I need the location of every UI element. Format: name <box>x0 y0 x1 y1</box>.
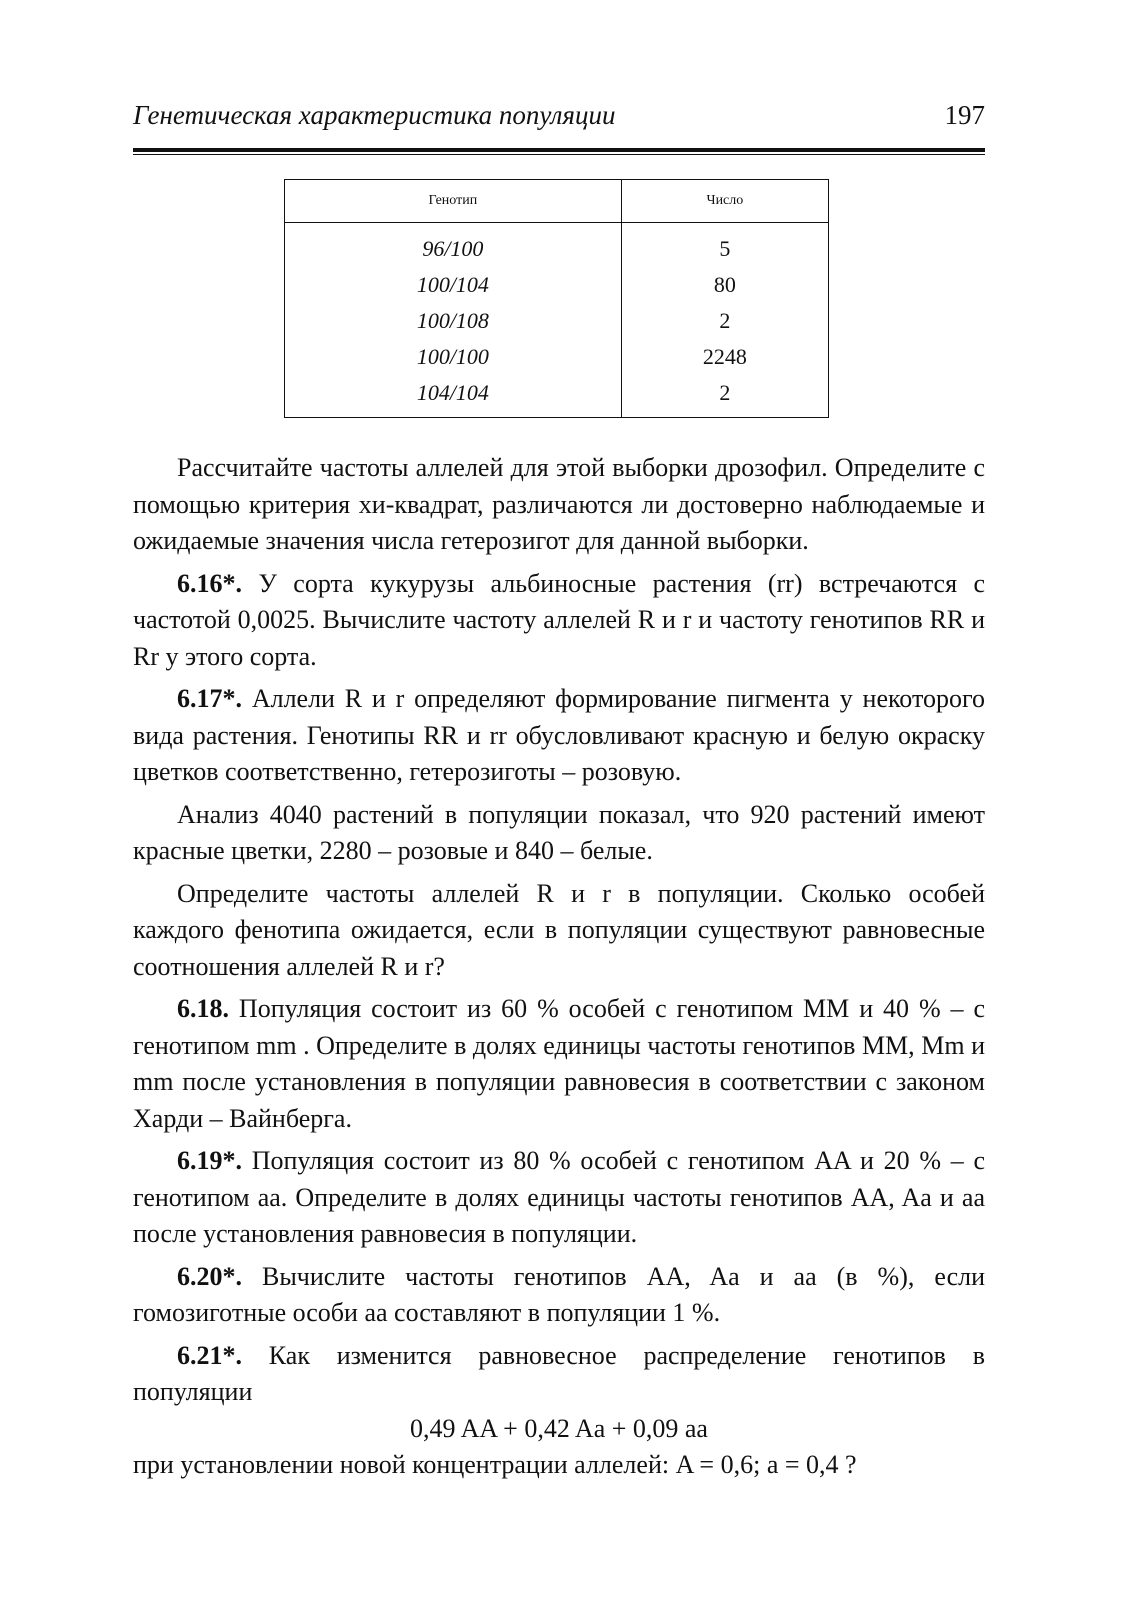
table-row <box>285 267 829 303</box>
table-row <box>285 223 829 268</box>
problem-number: 6.16*. <box>177 568 242 598</box>
page-number: 197 <box>944 100 985 130</box>
problem-text: Популяция состоит из 60 % особей с генотипом MM и 40 % – с генотипом mm . Определите в долях единицы частоты генотипов MM, Mm и mm после установления в популяции равновесия в соответствии с законом Харди – Вайнберга. <box>133 994 985 1133</box>
page-header <box>133 100 985 144</box>
column-header-genotype: Генотип <box>285 180 622 223</box>
table-row <box>285 375 829 418</box>
problem-6-16 <box>133 566 985 676</box>
body-text <box>133 450 985 1484</box>
paragraph-intro: Рассчитайте частоты аллелей для этой выборки дрозофил. Определите с помощью критерия хи-квадрат, различаются ли достоверно наблюдаемые и ожидаемые значения числа гетерозигот для данной выборки. <box>133 453 985 555</box>
paragraph-final: при установлении новой концентрации аллелей: A = 0,6; a = 0,4 ? <box>133 1450 857 1479</box>
header-rule <box>133 148 985 152</box>
running-title: Генетическая характеристика популяции <box>133 100 616 130</box>
genotype-cell: 100/100 <box>285 339 622 375</box>
problem-text: Как изменится равновесное распределение генотипов в популяции <box>133 1340 986 1406</box>
count-cell: 2248 <box>621 339 828 375</box>
header-rule-thin <box>133 154 985 155</box>
genotype-cell: 100/104 <box>285 267 622 303</box>
paragraph-analysis: Анализ 4040 растений в популяции показал, что 920 растений имеют красные цветки, 2280 – розовые и 840 – белые. <box>133 799 985 865</box>
problem-6-17 <box>133 681 985 791</box>
count-cell: 2 <box>621 375 828 418</box>
problem-6-19 <box>133 1143 985 1253</box>
problem-number: 6.17*. <box>177 684 242 713</box>
count-cell: 5 <box>621 223 828 268</box>
problem-text: Популяция состоит из 80 % особей с генотипом AA и 20 % – с генотипом aa. Определите в долях единицы частоты генотипов AA, Aa и aa после установления равновесия в популяции. <box>133 1146 986 1248</box>
table-row <box>285 339 829 375</box>
problem-6-20 <box>133 1259 985 1332</box>
count-cell: 80 <box>621 267 828 303</box>
problem-number: 6.20*. <box>177 1261 242 1291</box>
table-row <box>285 303 829 339</box>
genotype-table <box>284 179 829 418</box>
problem-6-18 <box>133 991 985 1137</box>
book-page <box>133 100 986 1479</box>
column-header-count: Число <box>621 180 828 223</box>
equilibrium-formula: 0,49 AA + 0,42 Aa + 0,09 aa <box>410 1413 708 1443</box>
table-header-row <box>285 180 829 223</box>
paragraph-question: Определите частоты аллелей R и r в популяции. Сколько особей каждого фенотипа ожидается, если в популяции существуют равновесные соотношения аллелей R и r? <box>133 878 985 981</box>
problem-number: 6.19*. <box>177 1146 242 1175</box>
genotype-cell: 96/100 <box>285 223 622 268</box>
problem-text: Аллели R и r определяют формирование пигмента у некоторого вида растения. Генотипы RR и rr обусловливают красную и белую окраску цветков соответственно, гетерозиготы – розовую. <box>133 684 985 786</box>
problem-text: У сорта кукурузы альбиносные растения (rr) встречаются с частотой 0,0025. Вычислите частоту аллелей R и r и частоту генотипов RR и Rr у этого сорта. <box>133 568 986 671</box>
count-cell: 2 <box>621 303 828 339</box>
genotype-cell: 104/104 <box>285 375 622 418</box>
problem-text: Вычислите частоты генотипов AA, Aa и aa (в %), если гомозиготные особи aa составляют в популяции 1 %. <box>133 1261 985 1327</box>
genotype-cell: 100/108 <box>285 303 622 339</box>
problem-6-21 <box>133 1338 985 1411</box>
problem-number: 6.18. <box>177 994 229 1023</box>
problem-number: 6.21*. <box>177 1340 242 1370</box>
